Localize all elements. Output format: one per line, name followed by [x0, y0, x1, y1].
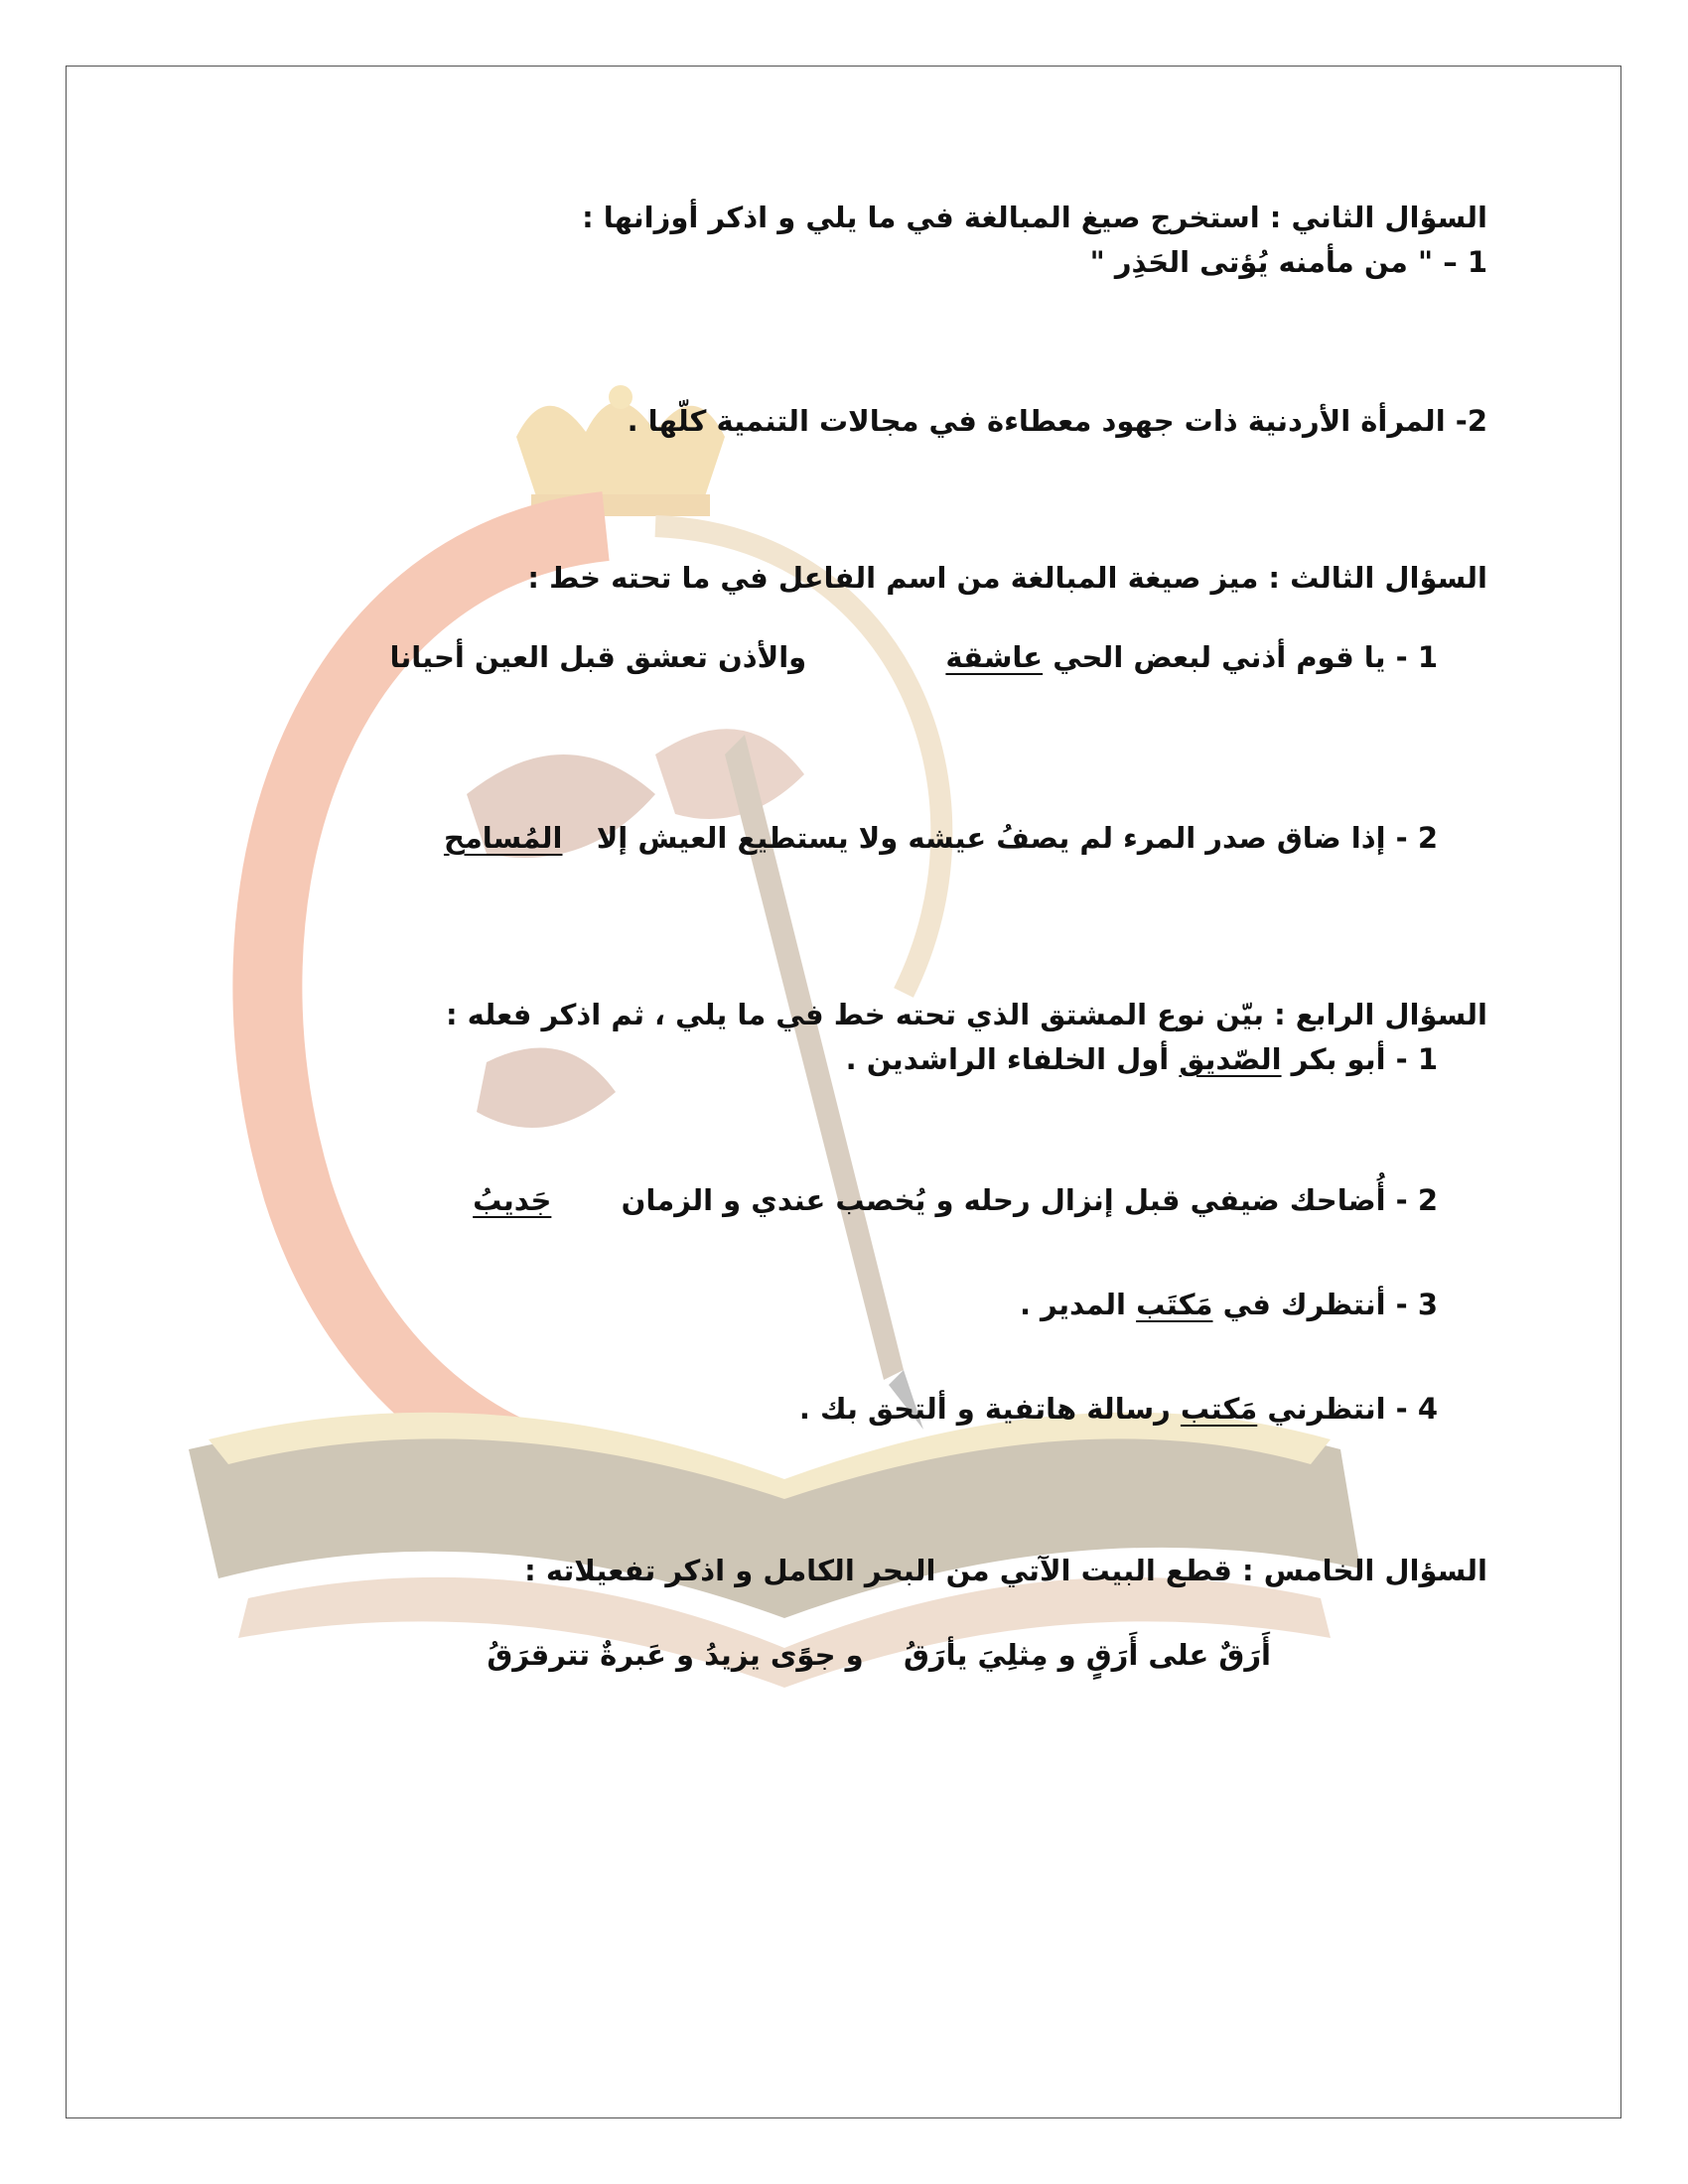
- question-4-item-4: [798, 1392, 1438, 1426]
- question-3-heading: السؤال الثالث : ميز صيغة المبالغة من اسم الفاعل في ما تحته خط :: [527, 561, 1487, 595]
- item-text: " من مأمنه يُؤتى الحَذِر ": [1089, 245, 1434, 279]
- underlined-word: المُسامح: [443, 821, 563, 855]
- item-text: إذا ضاق صدر المرء لم يصفُ عيشه ولا يستطيع العيش إلا: [596, 821, 1386, 855]
- underlined-word: مَكتَب: [1136, 1288, 1213, 1321]
- item-text: أنتظرك في: [1222, 1288, 1386, 1321]
- item-number: 4 -: [1395, 1392, 1438, 1426]
- question-2-item-2: [627, 404, 1487, 438]
- underlined-word: مَكتب: [1180, 1392, 1258, 1426]
- item-number: 2-: [1455, 404, 1487, 438]
- question-5-heading: السؤال الخامس : قطع البيت الآتي من البحر الكامل و اذكر تفعيلاته :: [524, 1554, 1487, 1587]
- underlined-word: جَديبُ: [473, 1183, 552, 1217]
- question-3-item-2: [443, 821, 1438, 855]
- item-text-after: المدير .: [1019, 1288, 1127, 1321]
- item-text-after: رسالة هاتفية و ألتحق بك .: [798, 1392, 1171, 1426]
- question-4-heading: السؤال الرابع : بيّن نوع المشتق الذي تحته خط في ما يلي ، ثم اذكر فعله :: [445, 998, 1487, 1031]
- item-text: يا قوم أذني لبعض الحي: [1053, 640, 1386, 674]
- second-hemistich: والأذن تعشق قبل العين أحيانا: [389, 640, 807, 674]
- question-3-item-1: [389, 640, 1438, 674]
- item-number: 1 -: [1395, 640, 1438, 674]
- item-number: 1 -: [1395, 1042, 1438, 1076]
- item-number: 1 –: [1443, 245, 1487, 279]
- item-text: المرأة الأردنية ذات جهود معطاءة في مجالات التنمية كلّها .: [627, 404, 1446, 438]
- question-4-item-3: [1019, 1288, 1438, 1321]
- item-number: 3 -: [1395, 1288, 1438, 1321]
- underlined-word: عاشقة: [945, 640, 1044, 674]
- question-4-item-2: [473, 1183, 1438, 1217]
- item-number: 2 -: [1395, 821, 1438, 855]
- item-text: أُضاحك ضيفي قبل إنزال رحله و يُخصب عندي و الزمان: [621, 1183, 1386, 1217]
- item-number: 2 -: [1395, 1183, 1438, 1217]
- item-text-after: أول الخلفاء الراشدين .: [845, 1042, 1170, 1076]
- question-5-verse: أَرَقٌ على أَرَقٍ و مِثلِيَ يأرَقُ و جوًى يزيدُ و عَبرةٌ تترقرَقُ: [487, 1638, 1271, 1672]
- item-text: أبو بكر: [1291, 1042, 1386, 1076]
- question-4-item-1: [845, 1042, 1438, 1076]
- question-2-heading: السؤال الثاني : استخرج صيغ المبالغة في ما يلي و اذكر أوزانها :: [582, 201, 1487, 234]
- question-2-item-1: [1089, 245, 1487, 279]
- item-text: انتظرني: [1267, 1392, 1386, 1426]
- underlined-word: الصّديق: [1179, 1042, 1282, 1076]
